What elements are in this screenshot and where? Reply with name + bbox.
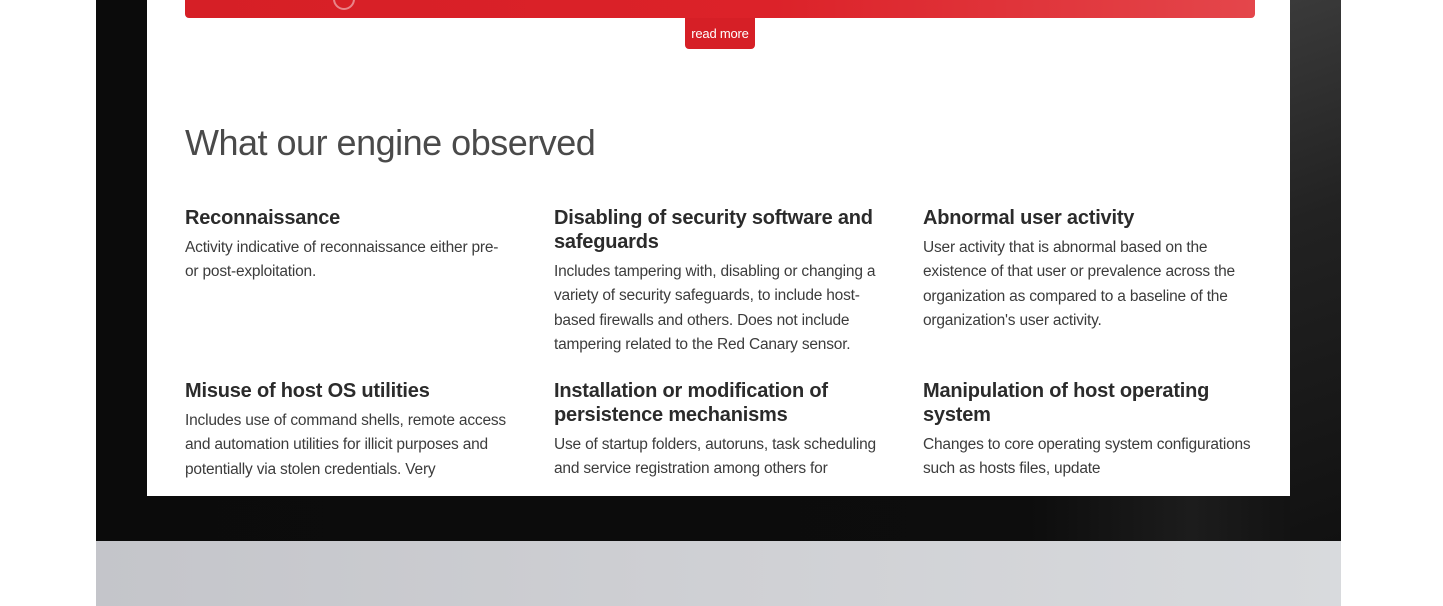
- observation-heading: Reconnaissance: [185, 207, 341, 229]
- observation-item: [554, 206, 884, 357]
- monitor-chin: [96, 541, 1341, 606]
- observations-grid: [185, 206, 1255, 482]
- observation-item: [185, 379, 515, 482]
- observation-description: Use of startup folders, autoruns, task scheduling and service registration among others for: [554, 436, 876, 478]
- observation-description: Includes tampering with, disabling or changing a variety of security safeguards, to include host-based firewalls and others. Does not include tampering related to the Red Canary sensor.: [554, 263, 876, 353]
- observation-heading: Installation or modification of persistence mechanisms: [554, 380, 828, 427]
- observation-item: [185, 206, 515, 357]
- observation-heading: Misuse of host OS utilities: [185, 380, 430, 403]
- observation-description: User activity that is abnormal based on the existence of that user or prevalence across the organization as compared to a baseline of the organization's user activity.: [923, 239, 1235, 329]
- bezel-glare: [1290, 0, 1341, 541]
- observation-item: [923, 206, 1253, 357]
- observation-description: Includes use of command shells, remote access and automation utilities for illicit purposes and potentially via stolen credentials. Very: [185, 412, 506, 478]
- red-banner: [185, 0, 1255, 18]
- read-more-button[interactable]: read more: [685, 18, 755, 49]
- observation-item: [923, 379, 1253, 482]
- observation-heading: Abnormal user activity: [923, 207, 1135, 229]
- observation-description: Activity indicative of reconnaissance either pre- or post-exploitation.: [185, 239, 499, 281]
- observation-heading: Manipulation of host operating system: [923, 380, 1210, 427]
- observation-item: [554, 379, 884, 482]
- banner-glyph-icon: [333, 0, 355, 10]
- observation-heading: Disabling of security software and safeguards: [554, 207, 873, 253]
- section-title: What our engine observed: [185, 122, 596, 163]
- observation-description: Changes to core operating system configurations such as hosts files, update: [923, 436, 1251, 478]
- webpage-screen: [147, 0, 1290, 496]
